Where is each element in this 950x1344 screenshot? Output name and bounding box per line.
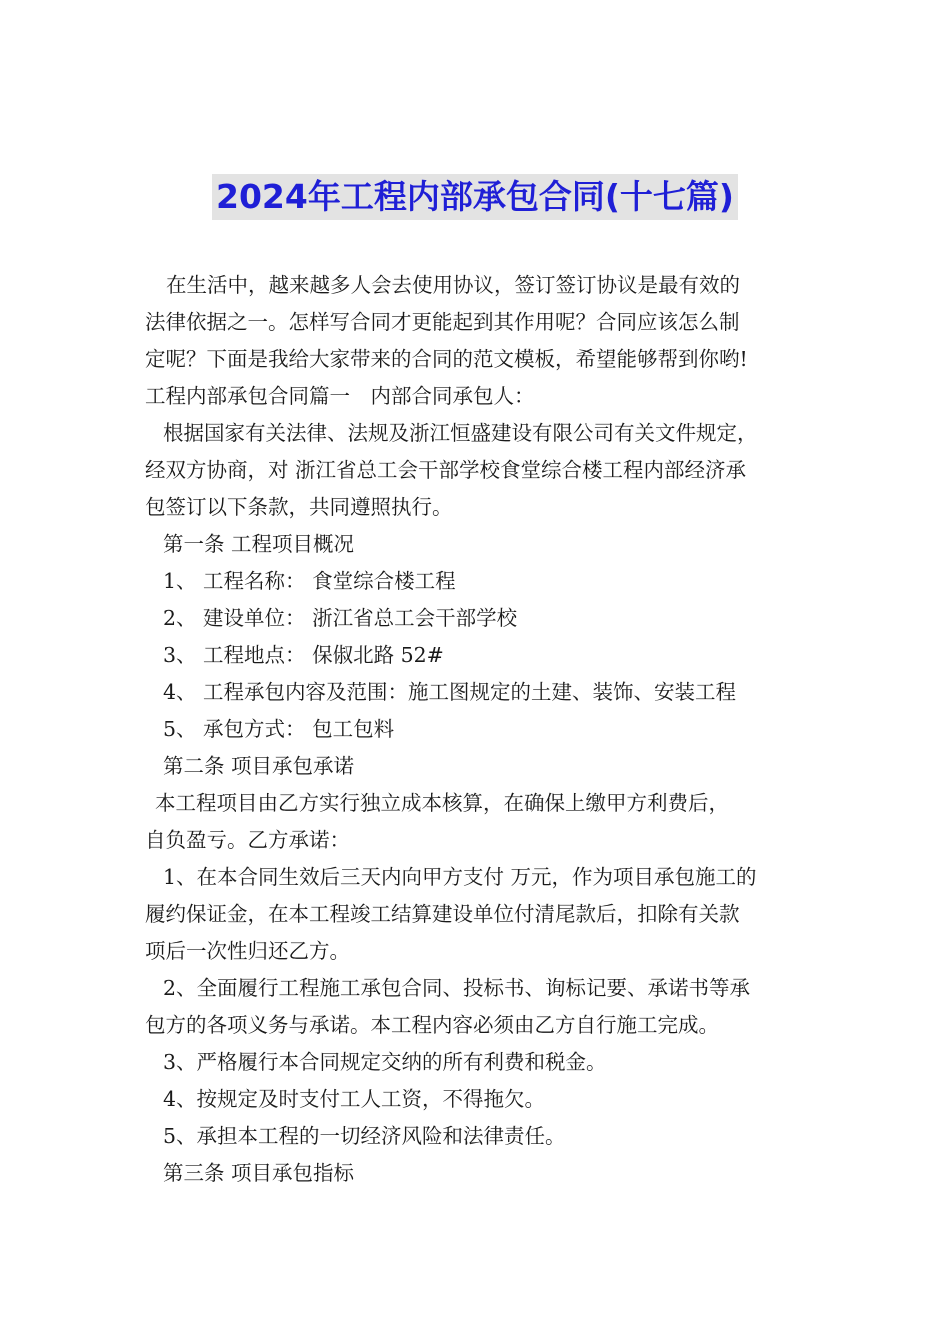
paragraph-line: 项后一次性归还乙方。 [145,939,350,963]
paragraph-line: 本工程项目由乙方实行独立成本核算，在确保上缴甲方利费后， [155,791,729,815]
paragraph-line: 法律依据之一。怎样写合同才更能起到其作用呢？合同应该怎么制 [145,310,740,334]
paragraph-line: 工程内部承包合同篇一 内部合同承包人： [145,384,535,408]
paragraph-line: 4、按规定及时支付工人工资，不得拖欠。 [163,1087,546,1111]
paragraph-line: 第二条 项目承包承诺 [163,754,355,778]
document-body [145,267,817,1192]
paragraph-line: 包方的各项义务与承诺。本工程内容必须由乙方自行施工完成。 [145,1013,719,1037]
paragraph-line: 包签订以下条款，共同遵照执行。 [145,495,453,519]
paragraph-line: 2、 建设单位： 浙江省总工会干部学校 [163,606,518,630]
paragraph-line: 第一条 工程项目概况 [163,532,355,556]
paragraph-line: 1、 工程名称： 食堂综合楼工程 [163,569,456,593]
title-wrap [0,174,950,220]
paragraph-line: 定呢？下面是我给大家带来的合同的范文模板，希望能够帮到你哟! [145,347,748,371]
paragraph-line: 3、 工程地点： 保俶北路 52# [163,643,444,667]
paragraph-line: 4、 工程承包内容及范围：施工图规定的土建、装饰、安装工程 [163,680,737,704]
paragraph-line: 1、在本合同生效后三天内向甲方支付 万元，作为项目承包施工的 [163,865,757,889]
paragraph-line: 3、严格履行本合同规定交纳的所有利费和税金。 [163,1050,607,1074]
paragraph-line: 履约保证金，在本工程竣工结算建设单位付清尾款后，扣除有关款 [145,902,740,926]
paragraph-line: 第三条 项目承包指标 [163,1161,355,1185]
document-title: 2024年工程内部承包合同(十七篇) [212,174,738,220]
paragraph-line: 5、承担本工程的一切经济风险和法律责任。 [163,1124,566,1148]
paragraph-line: 自负盈亏。乙方承诺： [145,828,350,852]
paragraph-line: 经双方协商，对 浙江省总工会干部学校食堂综合楼工程内部经济承 [145,458,747,482]
paragraph-line: 2、全面履行工程施工承包合同、投标书、询标记要、承诺书等承 [163,976,751,1000]
paragraph-line: 在生活中，越来越多人会去使用协议，签订签订协议是最有效的 [166,273,740,297]
paragraph-line: 根据国家有关法律、法规及浙江恒盛建设有限公司有关文件规定， [163,421,758,445]
paragraph-line: 5、 承包方式： 包工包料 [163,717,395,741]
